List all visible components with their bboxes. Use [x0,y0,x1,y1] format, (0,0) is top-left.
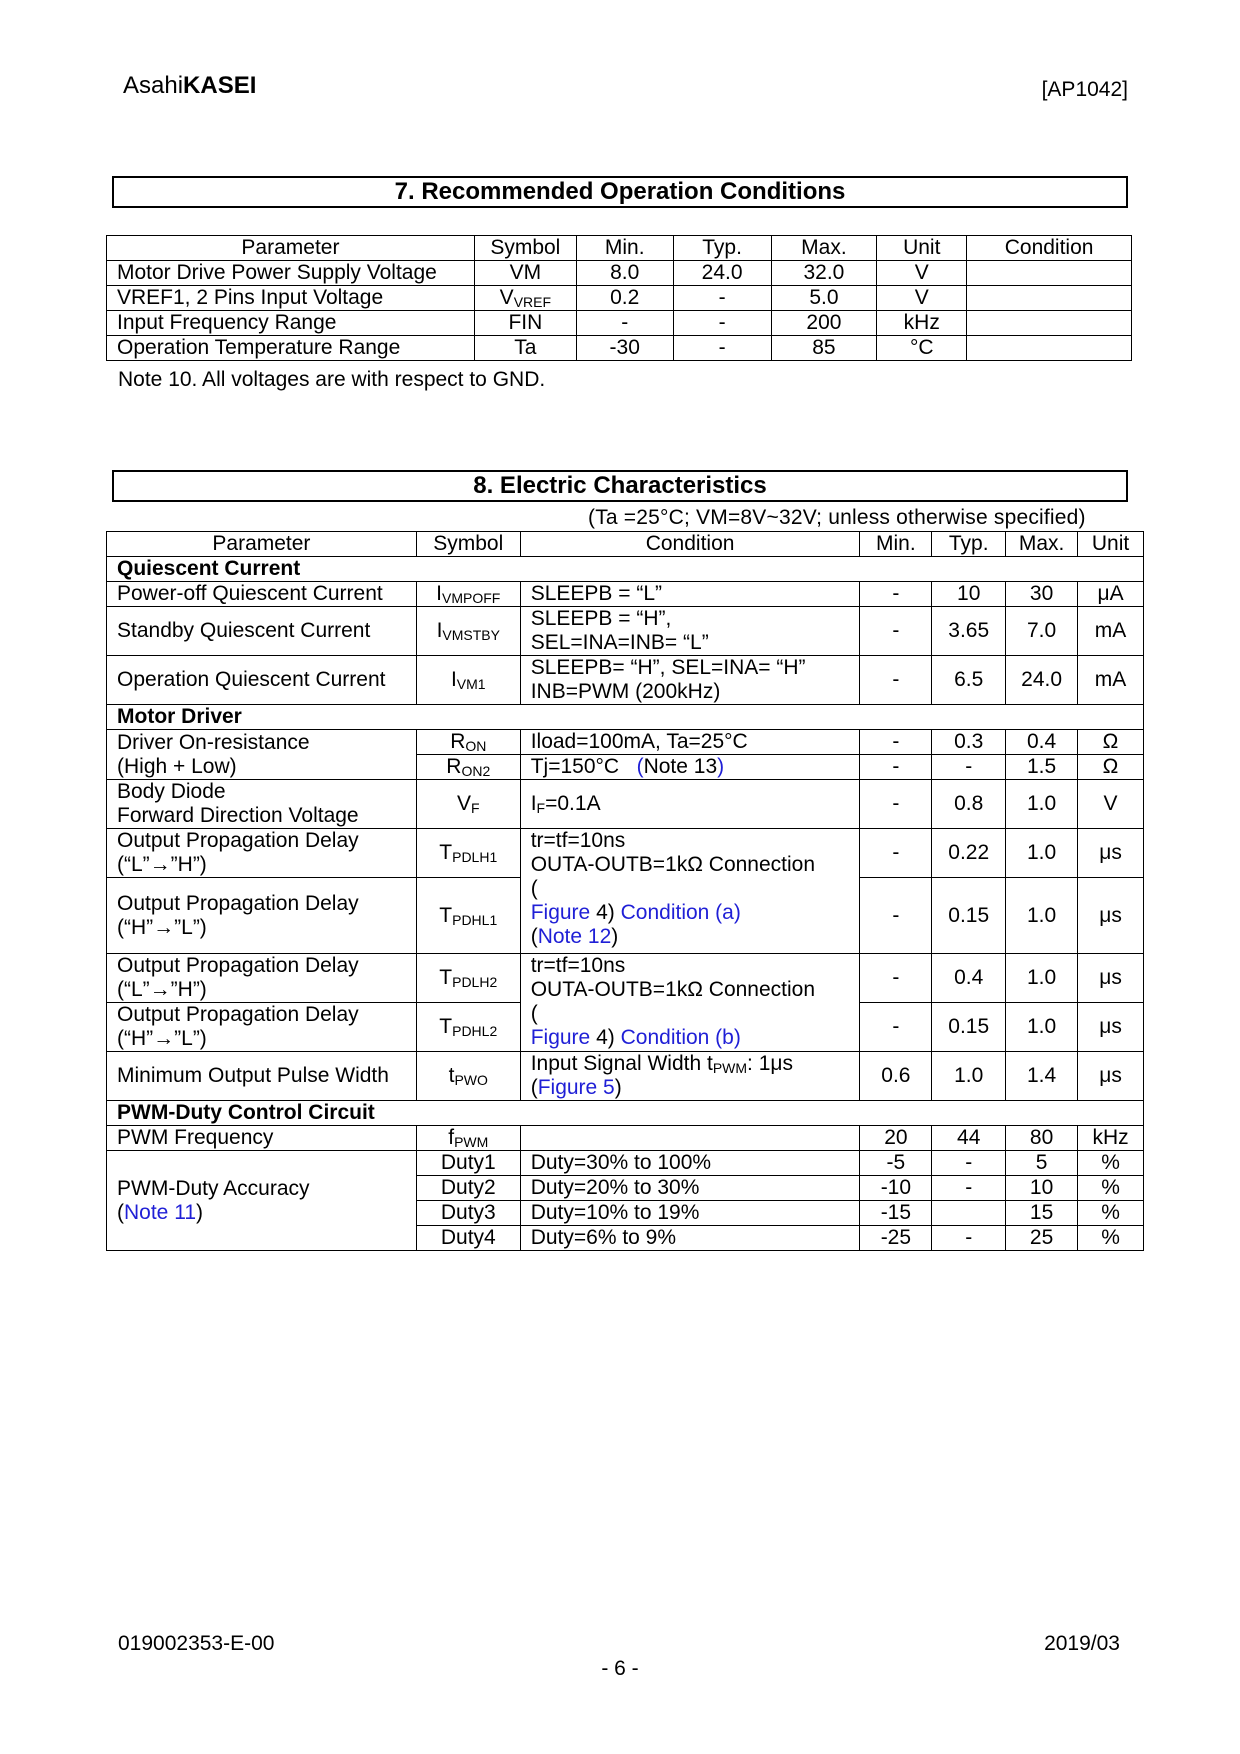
min-cell: -25 [860,1226,932,1251]
note-13-link-text[interactable]: Note 13 [643,755,718,778]
unit-cell: μs [1078,829,1144,878]
symbol-cell [416,1126,520,1151]
condition-cell: Duty=10% to 19% [520,1201,860,1226]
param-cell: Motor Drive Power Supply Voltage [107,261,475,286]
company-logo [123,72,256,100]
unit-cell: Ω [1078,755,1144,780]
table-row [107,336,1132,361]
max-cell: 200 [771,311,877,336]
header-cell: Typ. [673,236,771,261]
condition-cell-a [520,829,860,954]
page-number: - 6 - [601,1657,639,1680]
header-cell: Min. [860,532,932,557]
electric-characteristics-table [106,531,1144,1251]
logo-text-light: Asahi [123,72,184,99]
condition-cell: Duty=20% to 30% [520,1176,860,1201]
symbol-cell: Duty2 [416,1176,520,1201]
unit-cell: % [1078,1151,1144,1176]
table-row [107,582,1144,607]
note-13-link[interactable]: ( [636,755,644,778]
group-label: PWM-Duty Control Circuit [107,1101,1144,1126]
max-cell: 1.0 [1006,780,1078,829]
condition-cell [520,780,860,829]
param-cell [107,829,417,878]
max-cell: 30 [1006,582,1078,607]
typ-cell: 44 [932,1126,1006,1151]
typ-cell: - [932,1226,1006,1251]
symbol-cell [416,1003,520,1052]
symbol-text: T [439,966,453,989]
unit-cell: V [1078,780,1144,829]
max-cell: 1.0 [1006,1003,1078,1052]
table-row [107,1126,1144,1151]
max-cell: 1.4 [1006,1052,1078,1101]
typ-cell: 24.0 [673,261,771,286]
header-cell: Symbol [474,236,576,261]
paren-open: ( [530,925,538,948]
min-cell: -10 [860,1176,932,1201]
symbol-cell [474,261,576,286]
max-cell: 24.0 [1006,656,1078,705]
param-cell [107,1151,417,1251]
condition-cell-b [520,954,860,1052]
symbol-cell: Duty3 [416,1201,520,1226]
param-cell: Power-off Quiescent Current [107,582,417,607]
min-cell: - [860,607,932,656]
header-cell: Unit [877,236,967,261]
condition-subscript: F [536,800,546,816]
condition-line [531,1026,854,1050]
condition-cell [520,1126,860,1151]
unit-cell: % [1078,1201,1144,1226]
table-row [107,1052,1144,1101]
paren-close: ) [614,1076,622,1099]
figure-number: 4) [596,1026,615,1049]
header-cell: Max. [771,236,877,261]
param-cell [107,730,417,780]
condition-cell: Duty=6% to 9% [520,1226,860,1251]
condition-text: Input Signal Width t [530,1052,713,1075]
condition-b-link[interactable]: Condition (b) [620,1026,741,1049]
symbol-subscript: PDLH2 [452,974,498,990]
param-cell: Standby Quiescent Current [107,607,417,656]
header-cell: Max. [1006,532,1078,557]
min-cell: -30 [576,336,673,361]
document-date: 2019/03 [1044,1632,1120,1655]
symbol-text: T [439,841,453,864]
symbol-text: R [446,755,462,778]
min-cell: -15 [860,1201,932,1226]
table-header-row [107,236,1132,261]
symbol-subscript: VREF [513,294,552,310]
condition-text: : 1μs [747,1052,793,1075]
table-row [107,311,1132,336]
max-cell: 32.0 [771,261,877,286]
symbol-subscript: ON2 [461,763,491,779]
unit-cell: V [877,261,967,286]
symbol-cell [416,1052,520,1101]
min-cell: - [860,780,932,829]
min-cell: - [860,755,932,780]
condition-line [531,1052,854,1076]
typ-cell: 0.4 [932,954,1006,1003]
unit-cell: μs [1078,1003,1144,1052]
table-row [107,1151,1144,1176]
param-cell [107,1003,417,1052]
symbol-subscript: PDHL1 [452,911,498,928]
symbol-subscript: PWO [454,1072,488,1088]
condition-text: I [530,792,537,815]
typ-cell: - [673,336,771,361]
unit-cell: mA [1078,656,1144,705]
min-cell: 20 [860,1126,932,1151]
typ-cell: - [673,286,771,311]
group-row-quiescent [107,557,1144,582]
section-7-title: 7. Recommended Operation Conditions [112,176,1128,208]
min-cell: 0.2 [576,286,673,311]
test-condition-line: (Ta =25°C; VM=8V~32V; unless otherwise specified) [588,506,1086,529]
header-cell: Condition [520,532,860,557]
param-line: Output Propagation Delay [117,954,359,977]
document-id: [AP1042] [1041,78,1128,101]
header-cell: Parameter [107,532,417,557]
param-line: Forward Direction Voltage [117,804,359,827]
group-row-motor [107,705,1144,730]
min-cell: - [576,311,673,336]
header-cell: Parameter [107,236,475,261]
symbol-subscript: F [471,800,480,816]
condition-line: SLEEPB = “H”, [530,607,672,630]
note-13-link-close[interactable]: ) [717,755,725,778]
table-row [107,780,1144,829]
max-cell: 5 [1006,1151,1078,1176]
figure-number: 4) [596,901,615,924]
condition-line: OUTA-OUTB=1kΩ Connection [530,978,816,1001]
symbol-cell [474,286,576,311]
unit-cell: μs [1078,1052,1144,1101]
typ-cell: 0.22 [932,829,1006,878]
min-cell: - [860,1003,932,1052]
typ-cell: - [932,1151,1006,1176]
symbol-cell [416,582,520,607]
symbol-text: I [450,668,457,691]
table-header-row [107,532,1144,557]
param-line: Driver On-resistance [117,730,310,754]
condition-line: OUTA-OUTB=1kΩ Connection [530,853,816,876]
group-row-pwm [107,1101,1144,1126]
min-cell: - [860,954,932,1003]
max-cell: 0.4 [1006,730,1078,755]
figure-4-link[interactable]: Figure [530,901,591,924]
group-label: Quiescent Current [107,557,1144,582]
param-cell: Input Frequency Range [107,311,475,336]
symbol-text: I [436,619,443,642]
max-cell: 1.0 [1006,954,1078,1003]
condition-a-link[interactable]: Condition (a) [620,901,741,924]
typ-cell: - [932,755,1006,780]
symbol-text: I [436,582,443,605]
param-cell [107,954,417,1003]
max-cell: 1.5 [1006,755,1078,780]
paren-open: ( [117,1200,124,1224]
typ-cell: 0.8 [932,780,1006,829]
max-cell: 7.0 [1006,607,1078,656]
max-cell: 5.0 [771,286,877,311]
param-cell: Minimum Output Pulse Width [107,1052,417,1101]
symbol-text: Ta [514,336,537,359]
table-row [107,607,1144,656]
unit-cell: kHz [1078,1126,1144,1151]
condition-line: INB=PWM (200kHz) [530,680,721,703]
note-12-link[interactable]: Note 12 [537,925,612,948]
symbol-cell [416,829,520,878]
header-cell: Condition [967,236,1132,261]
condition-cell: Iload=100mA, Ta=25°C [520,730,860,755]
symbol-subscript: VMPOFF [442,590,501,606]
max-cell: 85 [771,336,877,361]
logo-text-bold: KASEI [183,72,257,99]
symbol-cell [416,780,520,829]
min-cell: - [860,730,932,755]
symbol-cell [416,755,520,780]
param-line: (“H”→”L”) [117,915,207,939]
condition-line: ( [530,877,538,900]
min-cell: - [860,829,932,878]
symbol-text: VM [509,261,542,284]
min-cell: - [860,582,932,607]
param-line: Output Propagation Delay [117,1003,359,1026]
typ-cell: 1.0 [932,1052,1006,1101]
condition-cell [967,336,1132,361]
typ-cell: 0.15 [932,878,1006,954]
min-cell: - [860,878,932,954]
param-line: (High + Low) [117,754,237,778]
condition-line: tr=tf=10ns [530,954,626,977]
section-8-title: 8. Electric Characteristics [112,470,1128,502]
condition-cell [967,311,1132,336]
symbol-cell [416,878,520,954]
param-cell: Operation Quiescent Current [107,656,417,705]
max-cell: 1.0 [1006,878,1078,954]
param-line: PWM-Duty Accuracy [117,1176,310,1200]
unit-cell: μA [1078,582,1144,607]
condition-cell [967,261,1132,286]
symbol-text: t [448,1064,455,1087]
symbol-subscript: PDLH1 [452,849,498,865]
param-line: Body Diode [117,780,226,803]
min-cell: 0.6 [860,1052,932,1101]
typ-cell: 10 [932,582,1006,607]
header-cell: Unit [1078,532,1144,557]
max-cell: 80 [1006,1126,1078,1151]
param-cell: VREF1, 2 Pins Input Voltage [107,286,475,311]
unit-cell: % [1078,1176,1144,1201]
symbol-text: T [439,903,453,927]
typ-cell: 0.3 [932,730,1006,755]
table-row [107,829,1144,878]
table-row [107,286,1132,311]
symbol-subscript: PWM [454,1134,489,1150]
header-cell: Symbol [416,532,520,557]
symbol-text: V [456,792,471,815]
paren-open: ( [530,1076,538,1099]
condition-cell [520,1052,860,1101]
min-cell: 8.0 [576,261,673,286]
symbol-text: FIN [508,311,543,334]
unit-cell: μs [1078,954,1144,1003]
param-line: Output Propagation Delay [117,829,359,852]
condition-cell: SLEEPB = “L” [520,582,860,607]
table-row [107,656,1144,705]
condition-line: SEL=INA=INB= “L” [530,631,709,654]
unit-cell: % [1078,1226,1144,1251]
document-code: 019002353-E-00 [118,1632,275,1655]
unit-cell: mA [1078,607,1144,656]
table-row [107,261,1132,286]
symbol-text: T [439,1015,453,1038]
symbol-cell [474,311,576,336]
param-line: (“H”→”L”) [117,1027,207,1050]
condition-cell [967,286,1132,311]
param-cell: PWM Frequency [107,1126,417,1151]
table-row [107,730,1144,755]
unit-cell: Ω [1078,730,1144,755]
condition-line [531,925,854,949]
symbol-subscript: VM1 [456,676,486,692]
typ-cell: 3.65 [932,607,1006,656]
param-line: (“L”→”H”) [117,978,207,1001]
unit-cell: °C [877,336,967,361]
symbol-text: V [499,286,514,309]
condition-text: Tj=150°C [530,755,620,778]
condition-cell [520,607,860,656]
condition-line [531,1076,854,1100]
condition-line [531,901,854,925]
symbol-cell [474,336,576,361]
typ-cell: - [673,311,771,336]
condition-cell [520,656,860,705]
symbol-text: f [448,1126,455,1149]
symbol-cell [416,607,520,656]
param-cell [107,780,417,829]
figure-4-link[interactable]: Figure [530,1026,591,1049]
symbol-cell: Duty1 [416,1151,520,1176]
max-cell: 10 [1006,1176,1078,1201]
condition-cell [520,755,860,780]
paren-close: ) [196,1200,203,1224]
unit-cell: μs [1078,878,1144,954]
param-cell [107,878,417,954]
symbol-text: R [450,730,466,753]
recommended-conditions-table [106,235,1132,361]
condition-line: ( [530,1002,538,1025]
header-cell: Min. [576,236,673,261]
max-cell: 25 [1006,1226,1078,1251]
min-cell: -5 [860,1151,932,1176]
condition-line: SLEEPB= “H”, SEL=INA= “H” [530,656,806,679]
param-line: Output Propagation Delay [117,891,359,915]
condition-text: =0.1A [545,792,601,815]
typ-cell: - [932,1176,1006,1201]
unit-cell: V [877,286,967,311]
symbol-cell [416,656,520,705]
symbol-cell: Duty4 [416,1226,520,1251]
paren-close: ) [611,925,619,948]
param-line [117,1201,410,1225]
unit-cell: kHz [877,311,967,336]
max-cell: 1.0 [1006,829,1078,878]
param-line: (“L”→”H”) [117,853,207,876]
condition-line: tr=tf=10ns [530,829,626,852]
min-cell: - [860,656,932,705]
note-11-link[interactable]: Note 11 [124,1200,196,1224]
typ-cell [932,1201,1006,1226]
typ-cell: 6.5 [932,656,1006,705]
typ-cell: 0.15 [932,1003,1006,1052]
header-cell: Typ. [932,532,1006,557]
group-label: Motor Driver [107,705,1144,730]
symbol-subscript: ON [465,738,487,754]
max-cell: 15 [1006,1201,1078,1226]
condition-subscript: PWM [712,1060,748,1076]
param-cell: Operation Temperature Range [107,336,475,361]
symbol-subscript: VMSTBY [442,627,500,643]
symbol-cell [416,730,520,755]
symbol-cell [416,954,520,1003]
table-row [107,954,1144,1003]
note-10: Note 10. All voltages are with respect to GND. [118,368,546,391]
figure-5-link[interactable]: Figure 5 [537,1076,615,1099]
condition-cell: Duty=30% to 100% [520,1151,860,1176]
symbol-subscript: PDHL2 [452,1023,498,1039]
